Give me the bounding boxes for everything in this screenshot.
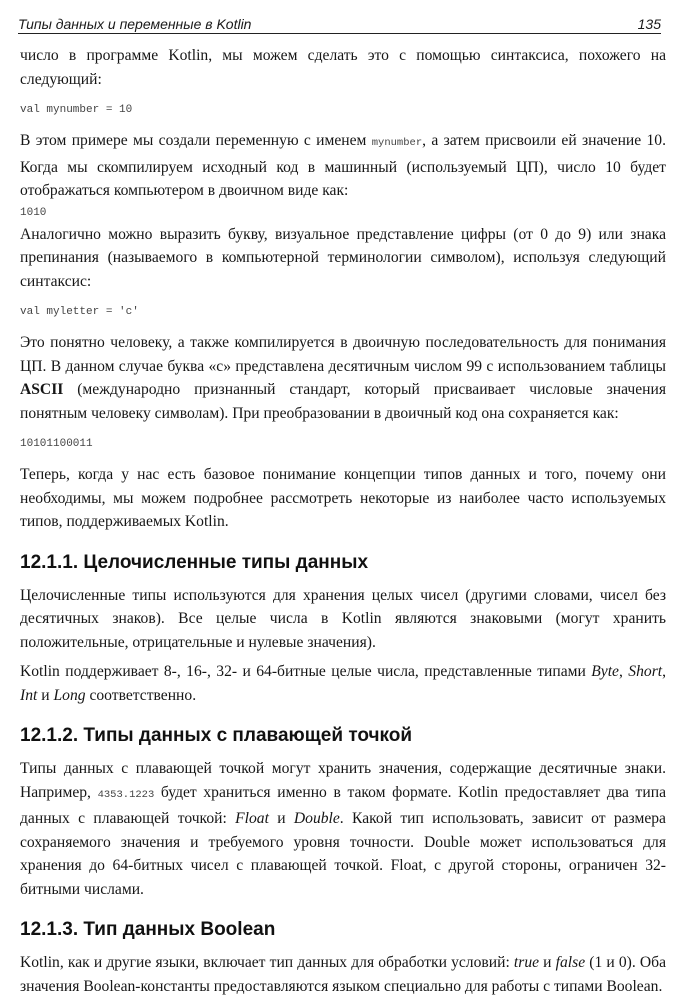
paragraph-summary: Теперь, когда у нас есть базовое понимание концепции типов данных и того, почему они необходимы, мы можем подробнее рассмотреть некоторые из наиболее часто используемых типов, поддерживаемых Kotlin. [20,466,666,530]
page-number: 135 [637,16,661,32]
running-header [18,16,661,34]
paragraph-mynumber: В этом примере мы создали переменную с именем mynumber, а затем присвоили ей значение 10. Когда мы скомпилируем исходный код в машинный (используемый ЦП), число 10 будет отображаться компьютером в двоичном виде как: [20,132,666,199]
code-binary-letter: 10101100011 [20,438,93,450]
ascii-term: ASCII [20,381,64,398]
paragraph-ascii: Это понятно человеку, а также компилируется в двоичную последовательность для понимания ЦП. В данном случае буква «с» представлена десятичным числом 99 с использованием таблицы ASCII (международно признанный стандарт, который присваивает числовые значения понятным человеку символам). При преобразовании в двоичный код она сохраняется как: [20,334,666,422]
paragraph-intro: число в программе Kotlin, мы можем сделать это с помощью синтаксиса, похожего на следующий: [20,47,666,88]
page-content [20,44,666,998]
paragraph-boolean: Kotlin, как и другие языки, включает тип данных для обработки условий: true и false (1 и 0). Оба значения Boolean-константы предоставляются языком специально для работы с типами Boolean. [20,954,667,995]
paragraph-letter: Аналогично можно выразить букву, визуальное представление цифры (от 0 до 9) или знака препинания (называемого в компьютерной терминологии символом), используя следующий синтаксис: [20,225,666,290]
code-binary-1010: 1010 [20,206,47,219]
paragraph-integer-1: Целочисленные типы используются для хранения целых чисел (другими словами, чисел без десятичных знаков). Все целые числа в Kotlin являются знаковыми (могут хранить положительные, отрицательные и нулевые значения). [20,586,666,651]
inline-code-float-example: 4353.1223 [97,788,155,801]
paragraph-integer-2: Kotlin поддерживает 8-, 16-, 32- и 64-битные целые числа, представленные типами Byte, Short, Int и Long соответственно. [20,663,666,704]
code-myletter: val myletter = 'c' [20,306,139,318]
heading-float-types: 12.1.2. Типы данных с плавающей точкой [20,725,413,746]
inline-code-mynumber: mynumber [371,137,423,149]
code-mynumber: val mynumber = 10 [20,104,133,116]
heading-boolean-type: 12.1.3. Тип данных Boolean [20,919,276,940]
paragraph-float: Типы данных с плавающей точкой могут хранить значения, содержащие десятичные знаки. Например, 4353.1223 будет храниться именно в таком формате. Kotlin предоставляет два типа данных с плавающей точкой: Float и Double. Какой тип использовать, зависит от размера сохраняемого значения и требуемого уровня точности. Double может использоваться для хранения до 64-битных чисел с плавающей точкой. Float, с другой стороны, ограничен 32-битными числами. [20,760,666,898]
running-header-title: Типы данных и переменные в Kotlin [18,16,252,32]
heading-integer-types: 12.1.1. Целочисленные типы данных [20,551,369,573]
